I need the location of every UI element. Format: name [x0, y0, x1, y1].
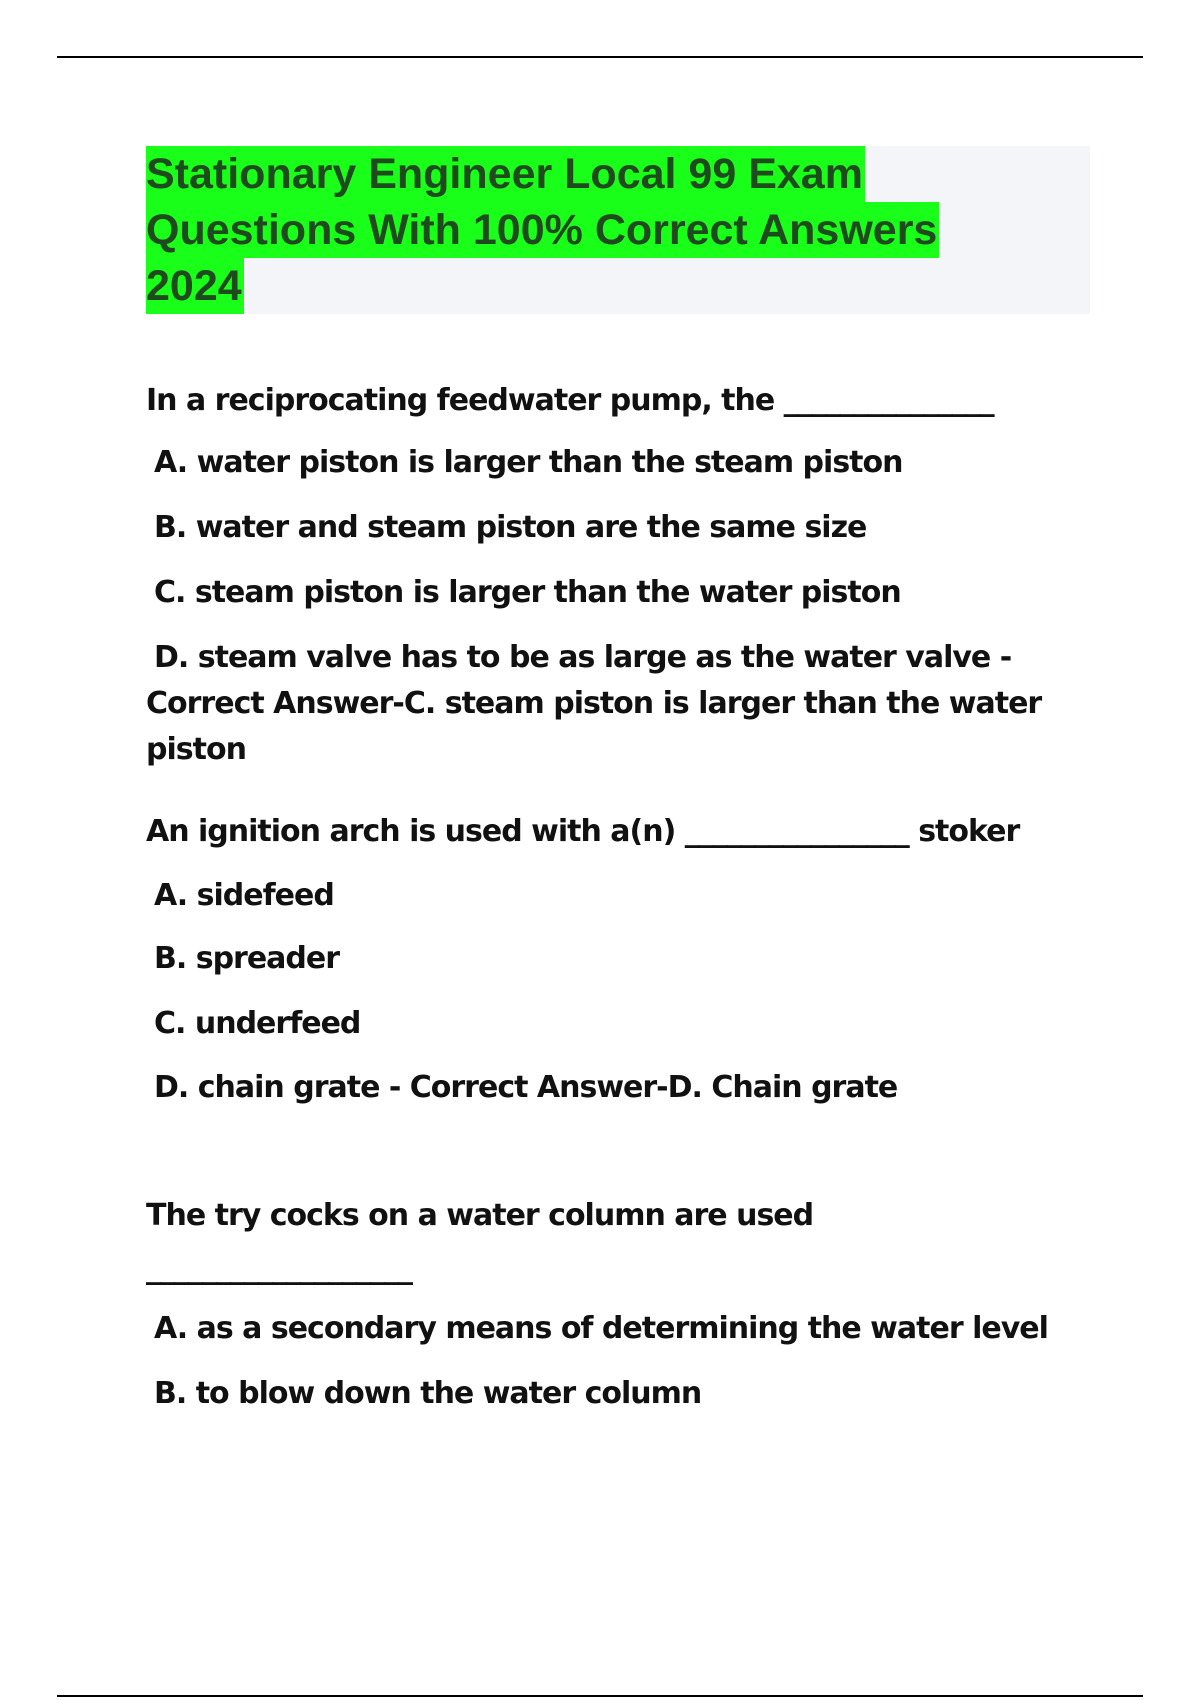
header-rule	[57, 56, 1143, 58]
question-1-option-c: C. steam piston is larger than the water piston	[154, 575, 901, 610]
question-3-blank: ___________________	[146, 1251, 412, 1286]
page-title-line-2: Questions With 100% Correct Answers	[146, 202, 939, 258]
question-3-option-b: B. to blow down the water column	[154, 1376, 702, 1411]
footer-rule	[57, 1695, 1143, 1697]
question-1-option-b: B. water and steam piston are the same size	[154, 510, 867, 545]
question-2-stem: An ignition arch is used with a(n) ________________ stoker	[146, 814, 1020, 849]
question-3-option-a: A. as a secondary means of determining the water level	[154, 1311, 1048, 1346]
question-2-option-a: A. sidefeed	[154, 878, 334, 913]
question-2-option-c: C. underfeed	[154, 1006, 361, 1041]
question-1-option-a: A. water piston is larger than the steam piston	[154, 445, 903, 480]
page-title-line-3: 2024	[146, 258, 244, 314]
question-3-stem: The try cocks on a water column are used	[146, 1198, 814, 1233]
question-1-option-d-answer: D. steam valve has to be as large as the water valve - Correct Answer-C. steam piston is larger than the water piston	[146, 640, 1042, 767]
page-title-line-1: Stationary Engineer Local 99 Exam	[146, 146, 865, 202]
question-2-option-b: B. spreader	[154, 941, 340, 976]
question-2-option-d-answer: D. chain grate - Correct Answer-D. Chain grate	[154, 1070, 898, 1105]
question-1-stem: In a reciprocating feedwater pump, the _______________	[146, 383, 994, 418]
